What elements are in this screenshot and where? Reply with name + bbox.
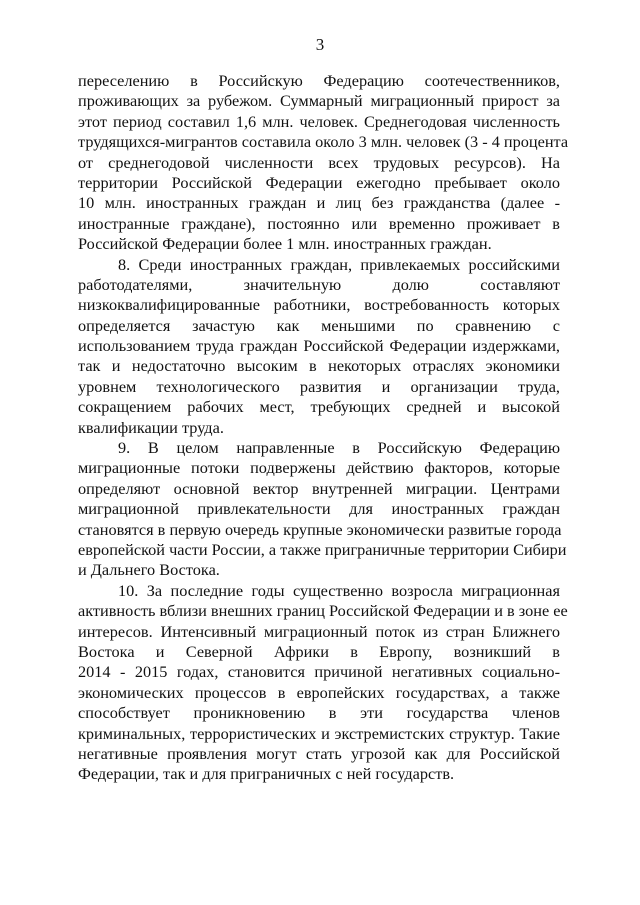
document-body	[78, 71, 569, 785]
text-line: Востока и Северной Африки в Европу, возникший в	[78, 641, 560, 661]
text-line: 8. Среди иностранных граждан, привлекаемых российскими	[118, 254, 560, 274]
text-line: определяется зачастую как меньшими по сравнению с	[78, 315, 560, 335]
text-line: миграционной привлекательности для иностранных граждан	[78, 499, 560, 519]
text-line: сокращением рабочих мест, требующих средней и высокой	[78, 397, 560, 417]
text-line: проживающих за рубежом. Суммарный миграционный прирост за	[78, 91, 560, 111]
text-line: этот период составил 1,6 млн. человек. Среднегодовая численность	[78, 111, 560, 131]
text-line: способствует проникновению в эти государства членов	[78, 703, 560, 723]
text-line: становятся в первую очередь крупные экономически развитые города	[78, 519, 562, 539]
text-line: криминальных, террористических и экстремистских структур. Такие	[78, 723, 560, 743]
text-line: так и недостаточно высоким в некоторых отраслях экономики	[78, 356, 560, 376]
text-line: 10 млн. иностранных граждан и лиц без гражданства (далее -	[78, 193, 560, 213]
text-line: негативные проявления могут стать угрозой как для Российской	[78, 743, 560, 763]
text-line: работодателями, значительную долю составляют	[78, 274, 560, 294]
text-line: от среднегодовой численности всех трудовых ресурсов). На	[78, 152, 560, 172]
page-number: 3	[315, 35, 325, 54]
text-line: территории Российской Федерации ежегодно пребывает около	[78, 172, 560, 192]
text-line: Федерации, так и для приграничных с ней государств.	[78, 764, 455, 784]
text-line: активность вблизи внешних границ Российской Федерации и в зоне ее	[78, 601, 568, 621]
text-line: 10. За последние годы существенно возросла миграционная	[118, 580, 560, 600]
text-line: использованием труда граждан Российской Федерации издержками,	[78, 336, 560, 356]
text-line: экономических процессов в европейских государствах, а также	[78, 682, 560, 702]
text-line: 9. В целом направленные в Российскую Федерацию	[118, 438, 560, 458]
text-line: уровнем технологического развития и организации труда,	[78, 376, 560, 396]
text-line: трудящихся-мигрантов составила около 3 млн. человек (3 - 4 процента	[78, 132, 569, 152]
text-line: низкоквалифицированные работники, востребованность которых	[78, 295, 560, 315]
text-line: европейской части России, а также приграничные территории Сибири	[78, 539, 567, 559]
text-line: иностранные граждане), постоянно или временно проживает в	[78, 213, 560, 233]
text-line: Российской Федерации более 1 млн. иностранных граждан.	[78, 234, 492, 254]
text-line: миграционные потоки подвержены действию факторов, которые	[78, 458, 560, 478]
text-line: и Дальнего Востока.	[78, 560, 220, 580]
text-line: 2014 - 2015 годах, становится причиной негативных социально-	[78, 662, 560, 682]
text-line: интересов. Интенсивный миграционный поток из стран Ближнего	[78, 621, 560, 641]
text-line: определяют основной вектор внутренней миграции. Центрами	[78, 478, 560, 498]
text-line: квалификации труда.	[78, 417, 224, 437]
text-line: переселению в Российскую Федерацию соотечественников,	[78, 71, 560, 90]
